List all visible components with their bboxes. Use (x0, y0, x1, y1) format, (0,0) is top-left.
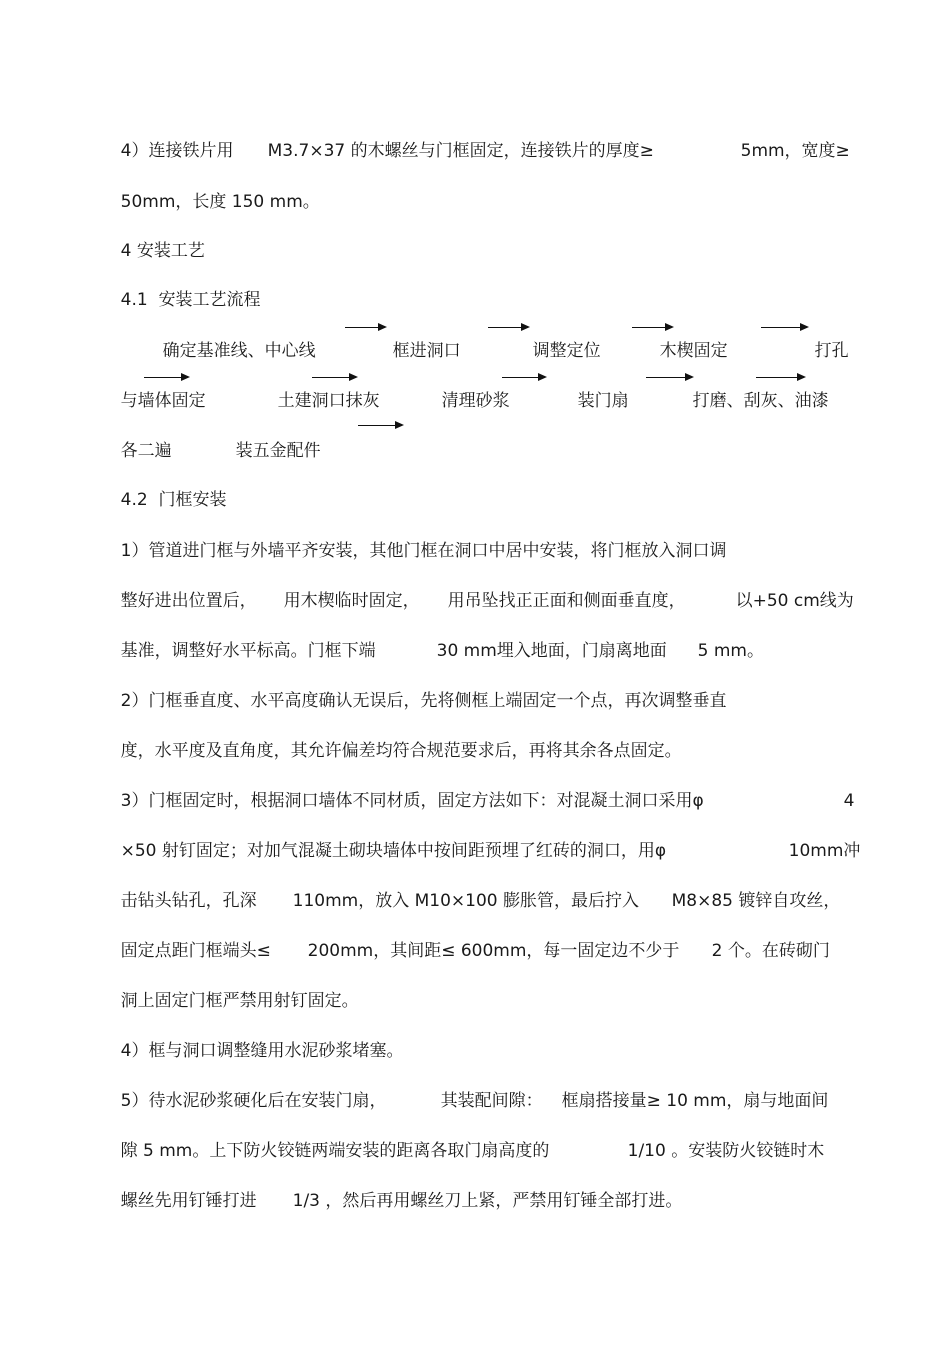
flow-step-label: 装五金配件 (235, 441, 321, 461)
subsection-heading (99, 464, 227, 510)
text-run: 50mm，长度 150 mm。 (120, 192, 320, 212)
text-run: 隙 5 mm。上下防火铰链两端安装的距离各取门扇高度的 (120, 1141, 550, 1161)
paragraph-line (540, 1065, 829, 1111)
paragraph-line (262, 565, 420, 611)
text-run: 4）框与洞口调整缝用水泥砂浆堵塞。 (120, 1041, 404, 1061)
paragraph-line (822, 765, 855, 811)
flow-step (793, 315, 849, 361)
flow-step-label: 打孔 (814, 341, 849, 361)
text-run: 以+50 cm线为 (735, 591, 854, 611)
paragraph-line (99, 615, 376, 661)
flow-step (420, 365, 510, 411)
text-run: ×50 射钉固定；对加气混凝土砌块墙体中按间距预埋了红砖的洞口，用φ (120, 841, 667, 861)
flow-step-label: 各二遍 (120, 441, 172, 461)
text-run: 3）门框固定时，根据洞口墙体不同材质，固定方法如下：对混凝土洞口采用φ (120, 791, 704, 811)
paragraph-line (690, 915, 830, 961)
flow-step (99, 415, 172, 461)
paragraph-line (286, 915, 680, 961)
paragraph-line (650, 865, 841, 911)
paragraph-line (99, 565, 257, 611)
flow-step-label: 调整定位 (532, 341, 601, 361)
paragraph-line (99, 715, 682, 761)
text-run: 基准，调整好水平标高。门框下端 (120, 641, 376, 661)
text-run: 度，水平度及直角度，其允许偏差均符合规范要求后，再将其余各点固定。 (120, 741, 682, 761)
heading-text: 4 安装工艺 (120, 241, 205, 261)
text-run: 其装配间隙： (440, 1091, 543, 1111)
paragraph-line (426, 565, 686, 611)
text-run: 4 (843, 791, 855, 811)
flow-arrow-icon (312, 377, 356, 378)
flow-step-label: 与墙体固定 (120, 391, 206, 411)
text-run: 2）门框垂直度、水平高度确认无误后，先将侧框上端固定一个点，再次调整垂直 (120, 691, 727, 711)
flow-step (214, 415, 321, 461)
paragraph-line (767, 815, 861, 861)
text-run: 用木楔临时固定， (283, 591, 420, 611)
paragraph-line (99, 865, 257, 911)
flow-step-label: 打磨、刮灰、油漆 (692, 391, 829, 411)
text-run: 1）管道进门框与外墙平齐安装，其他门框在洞口中居中安装，将门框放入洞口调 (120, 541, 727, 561)
paragraph-line (99, 915, 271, 961)
flow-step-label: 装门扇 (577, 391, 629, 411)
paragraph-line (271, 865, 639, 911)
text-run: 1/3 ，然后再用螺丝刀上紧，严禁用钉锤全部打进。 (292, 1191, 683, 1211)
paragraph-line (99, 515, 727, 561)
text-run: 5mm，宽度≥ (740, 141, 850, 161)
text-run: 4）连接铁片用 (120, 141, 234, 161)
text-run: 1/10 。安装防火铰链时木 (627, 1141, 825, 1161)
text-run: 5 mm。 (697, 641, 764, 661)
paragraph-line (714, 565, 854, 611)
flow-step-label: 木楔固定 (659, 341, 728, 361)
text-run: 200mm，其间距≤ 600mm，每一固定边不少于 (307, 941, 680, 961)
flow-step-label: 土建洞口抹灰 (277, 391, 380, 411)
text-run: 110mm，放入 M10×100 膨胀管，最后拧入 (292, 891, 639, 911)
section-heading (99, 215, 205, 261)
flow-step (511, 315, 601, 361)
paragraph-line (99, 1015, 404, 1061)
flow-step-label: 框进洞口 (392, 341, 461, 361)
text-run: 30 mm埋入地面，门扇离地面 (436, 641, 667, 661)
text-run: 2 个。在砖砌门 (711, 941, 830, 961)
flow-arrow-icon (756, 377, 804, 378)
paragraph-line (271, 1165, 683, 1211)
text-run: 10mm冲 (788, 841, 861, 861)
subsection-heading (99, 264, 261, 310)
text-run: 洞上固定门框严禁用射钉固定。 (120, 991, 359, 1011)
flow-step (371, 315, 461, 361)
paragraph-line (676, 615, 764, 661)
paragraph-line (99, 965, 359, 1011)
paragraph-line (246, 115, 654, 161)
paragraph-line (606, 1115, 825, 1161)
text-run: 框扇搭接量≥ 10 mm，扇与地面间 (561, 1091, 829, 1111)
text-run: 整好进出位置后， (120, 591, 257, 611)
flow-step (556, 365, 629, 411)
paragraph-line (99, 1165, 257, 1211)
paragraph-line (415, 615, 667, 661)
text-run: 固定点距门框端头≤ (120, 941, 271, 961)
heading-text: 4.2 门框安装 (120, 490, 227, 510)
flow-step-label: 清理砂浆 (441, 391, 510, 411)
flow-arrow-icon (144, 377, 188, 378)
paragraph-line (419, 1065, 543, 1111)
paragraph-line (99, 665, 727, 711)
flow-step-label: 确定基准线、中心线 (162, 341, 316, 361)
paragraph-line (719, 115, 850, 161)
text-run: 螺丝先用钉锤打进 (120, 1191, 257, 1211)
paragraph-line (99, 1115, 550, 1161)
heading-text: 4.1 安装工艺流程 (120, 290, 261, 310)
flow-step (141, 315, 316, 361)
text-run: M8×85 镀锌自攻丝， (671, 891, 841, 911)
paragraph-line (99, 115, 234, 161)
paragraph-line (99, 166, 320, 212)
flow-arrow-icon (358, 425, 402, 426)
text-run: 用吊坠找正正面和侧面垂直度， (447, 591, 686, 611)
flow-arrow-icon (502, 377, 545, 378)
text-run: 击钻头钻孔，孔深 (120, 891, 257, 911)
text-run: M3.7×37 的木螺丝与门框固定，连接铁片的厚度≥ (267, 141, 654, 161)
paragraph-line (99, 765, 704, 811)
paragraph-line (99, 815, 667, 861)
flow-step (638, 315, 728, 361)
text-run: 5）待水泥砂浆硬化后在安装门扇， (120, 1091, 387, 1111)
paragraph-line (99, 1065, 387, 1111)
